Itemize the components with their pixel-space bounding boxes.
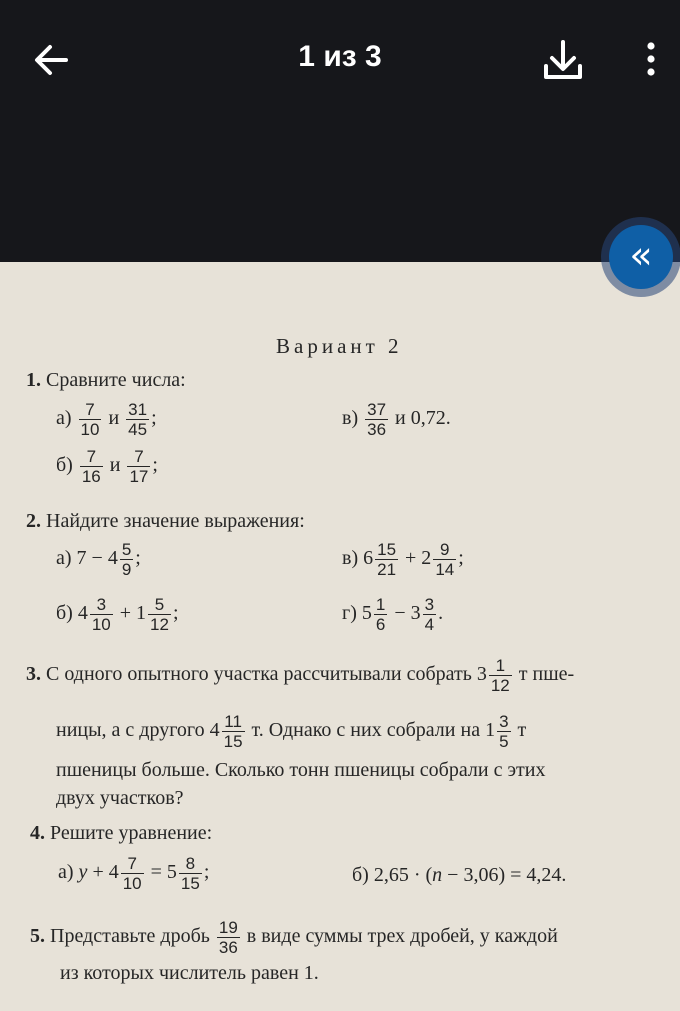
item-text: и 0,72.: [395, 407, 451, 430]
variant-title: Вариант 2: [276, 334, 403, 358]
whole-part: 4: [77, 602, 88, 625]
task-text: Решите уравнение:: [50, 822, 213, 844]
variable: n: [432, 864, 443, 886]
download-icon: [540, 38, 586, 84]
fraction: $\frac{1}{12}$: [490, 656, 510, 695]
more-options-button[interactable]: [636, 38, 666, 84]
item-label: б): [56, 454, 73, 477]
more-vertical-icon: [636, 38, 666, 84]
task-1v: [342, 400, 451, 439]
fraction: $\frac{8}{15}$: [180, 854, 200, 893]
task-text: ницы, а с другого 4: [56, 719, 220, 742]
item-label: а): [56, 547, 72, 570]
item-label: г): [342, 602, 357, 625]
fraction: $\frac{15}{21}$: [377, 540, 397, 579]
task-text: т: [517, 719, 527, 742]
task-number: 1.: [26, 369, 41, 391]
task-number: 3.: [26, 663, 41, 686]
fraction: $\frac{11}{15}$: [223, 712, 243, 751]
task-4a: а) y + 4 $\frac{7}{10}$ = 5 $\frac{8}{15}$ ;: [58, 854, 210, 893]
conjunction: и: [109, 454, 121, 477]
item-label: а): [56, 407, 72, 430]
task-3-line-2: [56, 712, 670, 751]
fraction: $\frac{7}{16}$: [81, 447, 101, 486]
task-text: т. Однако с них собрали на 1: [251, 719, 496, 742]
page-indicator: 1 из 3: [298, 40, 382, 73]
task-number: 2.: [26, 510, 41, 532]
document-page: [0, 262, 680, 1011]
task-4-heading: [30, 822, 212, 845]
task-2b: б) 4 $\frac{3}{10}$ + 1 $\frac{5}{12}$ ;: [56, 595, 179, 634]
task-text: Сравните числа:: [46, 369, 186, 391]
task-1b: б) $\frac{7}{16}$ и $\frac{7}{17}$ ;: [56, 447, 158, 486]
fraction: $\frac{3}{4}$: [424, 595, 435, 634]
fraction: $\frac{7}{10}$: [122, 854, 142, 893]
operator: = 5: [150, 861, 177, 884]
operator: − 3: [394, 602, 421, 625]
fraction: $\frac{19}{36}$: [218, 918, 238, 957]
task-text: т пше-: [518, 663, 575, 686]
task-5-line-1: [30, 918, 558, 957]
variable: y: [78, 861, 88, 884]
task-2v: в) 6 $\frac{15}{21}$ + 2 $\frac{9}{14}$ ;: [342, 540, 464, 579]
whole-part: 5: [361, 602, 372, 625]
operator: + 2: [405, 547, 432, 570]
operator: + 4: [92, 861, 119, 884]
task-text: С одного опытного участка рассчитывали собрать 3: [46, 663, 487, 686]
item-label: а): [58, 861, 74, 884]
download-button[interactable]: [540, 38, 586, 84]
item-label: в): [342, 547, 359, 570]
expression: 7 − 4: [76, 547, 118, 570]
task-2g: г) 5 $\frac{1}{6}$ − 3 $\frac{3}{4}$ .: [342, 595, 444, 634]
task-number: 4.: [30, 822, 45, 844]
fraction: $\frac{1}{6}$: [375, 595, 386, 634]
whole-part: 6: [363, 547, 374, 570]
double-chevron-left-icon: «: [609, 225, 673, 289]
item-label: в): [342, 407, 359, 430]
task-3-line-3: пшеницы больше. Сколько тонн пшеницы собрали с этих: [56, 759, 546, 781]
task-2a: а) 7 − 4 $\frac{5}{9}$ ;: [56, 540, 141, 579]
fraction: $\frac{3}{5}$: [499, 712, 509, 751]
viewer-toolbar: [0, 0, 680, 262]
fraction: $\frac{3}{10}$: [91, 595, 111, 634]
item-label: б): [56, 602, 73, 625]
fraction: $\frac{31}{45}$: [128, 400, 148, 439]
task-text: в виде суммы трех дробей, у каждой: [246, 925, 558, 948]
task-3-line-4: двух участков?: [56, 787, 184, 809]
operator: + 1: [119, 602, 147, 625]
collapse-panel-button[interactable]: [601, 217, 680, 297]
task-2-heading: [26, 510, 305, 533]
expression: 2,65 · (: [373, 864, 433, 886]
item-label: б): [352, 864, 369, 886]
task-4b: [352, 864, 566, 887]
task-text: Представьте дробь: [50, 925, 210, 948]
fraction: $\frac{5}{12}$: [150, 595, 169, 634]
conjunction: и: [108, 407, 120, 430]
task-1a: а) $\frac{7}{10}$ и $\frac{31}{45}$ ;: [56, 400, 157, 439]
task-1-heading: [26, 369, 186, 392]
task-number: 5.: [30, 925, 45, 948]
fraction: $\frac{9}{14}$: [435, 540, 455, 579]
fraction: $\frac{7}{10}$: [80, 400, 100, 439]
task-5-line-2: из которых числитель равен 1.: [60, 962, 319, 984]
task-3-line-1: [26, 656, 574, 695]
fraction: $\frac{7}{17}$: [129, 447, 149, 486]
expression: − 3,06) = 4,24.: [447, 864, 567, 886]
task-text: Найдите значение выражения:: [46, 510, 305, 532]
fraction: $\frac{37}{36}$: [367, 400, 387, 439]
fraction: $\frac{5}{9}$: [121, 540, 132, 579]
